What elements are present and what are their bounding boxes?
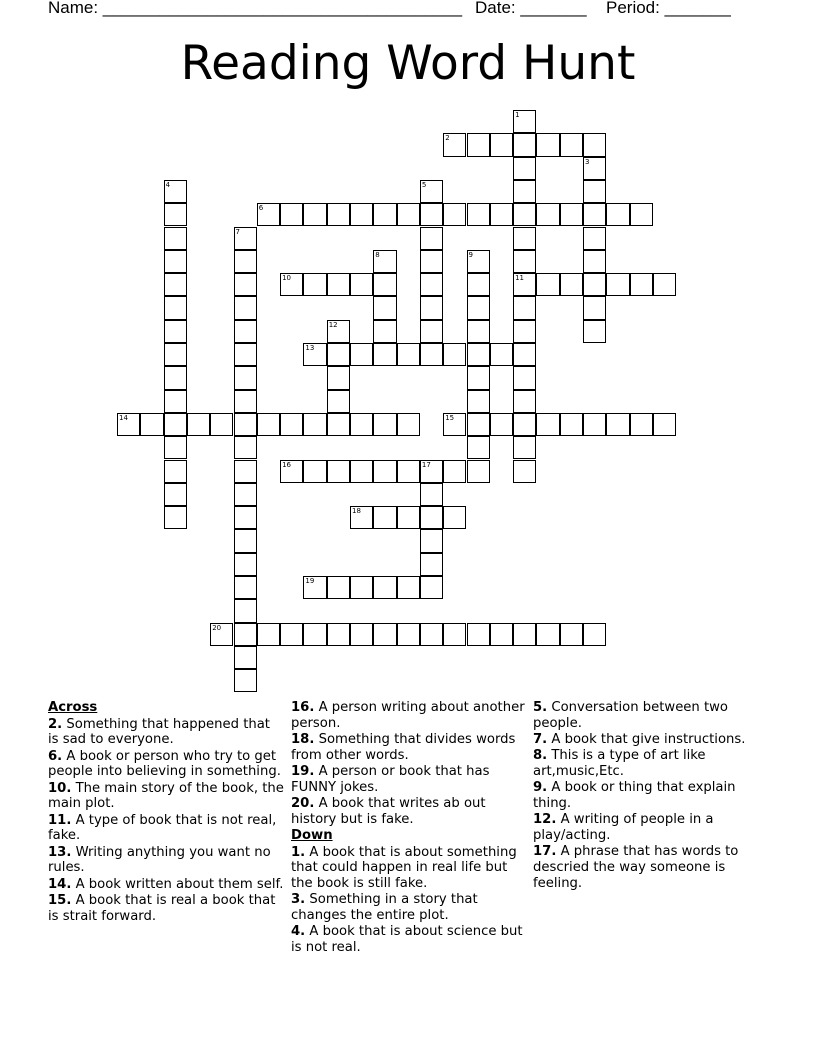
- grid-cell[interactable]: [303, 460, 326, 483]
- grid-cell[interactable]: [397, 576, 420, 599]
- grid-cell[interactable]: [443, 133, 466, 156]
- grid-cell[interactable]: [373, 203, 396, 226]
- grid-cell[interactable]: [257, 413, 280, 436]
- clue-text: A book or person who try to get people into believing in something.: [48, 748, 281, 780]
- grid-cell[interactable]: [420, 529, 443, 552]
- grid-cell[interactable]: [327, 460, 350, 483]
- grid-cell[interactable]: [583, 273, 606, 296]
- clue-down-17: [533, 844, 769, 891]
- grid-cell[interactable]: [373, 506, 396, 529]
- grid-cell[interactable]: [513, 366, 536, 389]
- grid-cell[interactable]: [350, 413, 373, 436]
- grid-cell[interactable]: [397, 203, 420, 226]
- grid-cell[interactable]: [234, 390, 257, 413]
- grid-cell[interactable]: [583, 623, 606, 646]
- grid-cell[interactable]: [467, 413, 490, 436]
- grid-cell[interactable]: [164, 320, 187, 343]
- grid-cell[interactable]: [303, 413, 326, 436]
- grid-cell[interactable]: [420, 460, 443, 483]
- clue-across-19: [291, 764, 527, 795]
- grid-cell[interactable]: [164, 390, 187, 413]
- page-title: Reading Word Hunt: [180, 36, 636, 91]
- grid-cell[interactable]: [513, 460, 536, 483]
- cell-number: 10: [282, 274, 292, 283]
- grid-cell[interactable]: [420, 296, 443, 319]
- grid-cell[interactable]: [630, 273, 653, 296]
- grid-cell[interactable]: [536, 623, 559, 646]
- clue-down-9: [533, 780, 769, 811]
- grid-cell[interactable]: [420, 320, 443, 343]
- grid-cell[interactable]: [373, 320, 396, 343]
- grid-cell[interactable]: [373, 460, 396, 483]
- grid-cell[interactable]: [490, 133, 513, 156]
- clue-number: 19.: [291, 763, 315, 779]
- grid-cell[interactable]: [536, 133, 559, 156]
- grid-cell[interactable]: [327, 203, 350, 226]
- grid-cell[interactable]: [350, 506, 373, 529]
- grid-cell[interactable]: [606, 413, 629, 436]
- clue-across-15: [48, 893, 284, 924]
- grid-cell[interactable]: [560, 203, 583, 226]
- cell-number: 15: [445, 413, 455, 422]
- grid-cell[interactable]: [164, 180, 187, 203]
- grid-cell[interactable]: [234, 250, 257, 273]
- grid-cell[interactable]: [303, 203, 326, 226]
- clue-number: 8.: [533, 748, 548, 764]
- clue-number: 12.: [533, 812, 557, 828]
- grid-cell[interactable]: [373, 413, 396, 436]
- grid-cell[interactable]: [536, 413, 559, 436]
- grid-cell[interactable]: [467, 436, 490, 459]
- grid-cell[interactable]: [467, 133, 490, 156]
- grid-cell[interactable]: [234, 273, 257, 296]
- grid-cell[interactable]: [443, 506, 466, 529]
- grid-cell[interactable]: [373, 296, 396, 319]
- grid-cell[interactable]: [420, 250, 443, 273]
- grid-cell[interactable]: [280, 623, 303, 646]
- grid-cell[interactable]: [606, 273, 629, 296]
- grid-cell[interactable]: [630, 203, 653, 226]
- grid-cell[interactable]: [420, 343, 443, 366]
- clue-text: Conversation between two people.: [533, 700, 729, 731]
- cell-number: 5: [421, 180, 427, 189]
- grid-cell[interactable]: [257, 203, 280, 226]
- cell-number: 12: [328, 320, 338, 329]
- grid-cell[interactable]: [234, 343, 257, 366]
- grid-cell[interactable]: [327, 576, 350, 599]
- grid-cell[interactable]: [490, 343, 513, 366]
- clue-text: A writing of people in a play/acting.: [533, 812, 714, 843]
- grid-cell[interactable]: [234, 413, 257, 436]
- clues-column-2: [291, 700, 527, 956]
- cell-number: 8: [375, 250, 380, 259]
- clue-across-2: [48, 717, 284, 748]
- cell-number: 19: [305, 577, 315, 585]
- grid-cell[interactable]: [443, 623, 466, 646]
- grid-cell[interactable]: [280, 460, 303, 483]
- grid-cell[interactable]: [420, 623, 443, 646]
- grid-cell[interactable]: [513, 436, 536, 459]
- cell-number: 17: [421, 460, 431, 469]
- grid-cell[interactable]: [443, 343, 466, 366]
- clue-text: A person or book that has FUNNY jokes.: [291, 763, 490, 795]
- grid-cell[interactable]: [327, 623, 350, 646]
- clue-number: 6.: [48, 748, 63, 764]
- clue-number: 20.: [291, 795, 315, 811]
- clue-number: 9.: [533, 780, 548, 796]
- grid-cell[interactable]: [327, 413, 350, 436]
- grid-cell[interactable]: [467, 273, 490, 296]
- grid-cell[interactable]: [303, 343, 326, 366]
- cell-number: 16: [282, 460, 292, 469]
- grid-cell[interactable]: [117, 413, 140, 436]
- clue-text: Something in a story that changes the entire plot.: [291, 892, 478, 923]
- clues-column-1: [48, 700, 284, 925]
- grid-cell[interactable]: [467, 366, 490, 389]
- grid-cell[interactable]: [350, 623, 373, 646]
- grid-cell[interactable]: [536, 273, 559, 296]
- clue-number: 18.: [291, 731, 315, 747]
- clue-text: A book that is about science but is not real.: [291, 924, 523, 955]
- grid-cell[interactable]: [210, 623, 233, 646]
- grid-cell[interactable]: [234, 506, 257, 529]
- grid-cell[interactable]: [234, 436, 257, 459]
- grid-cell[interactable]: [164, 250, 187, 273]
- grid-cell[interactable]: [653, 273, 676, 296]
- cell-number: 9: [468, 250, 473, 259]
- grid-cell[interactable]: [583, 180, 606, 203]
- clue-text: This is a type of art like art,music,Etc.: [533, 748, 706, 779]
- grid-cell[interactable]: [234, 460, 257, 483]
- grid-cell[interactable]: [420, 483, 443, 506]
- clue-across-13: [48, 845, 284, 876]
- clue-down-4: [291, 924, 527, 955]
- grid-cell[interactable]: [513, 110, 536, 133]
- clue-text: A phrase that has words to descried the way someone is feeling.: [533, 844, 739, 891]
- clue-down-5: [533, 700, 769, 731]
- clue-number: 1.: [291, 844, 306, 860]
- grid-cell[interactable]: [513, 227, 536, 250]
- clue-across-6: [48, 749, 284, 780]
- grid-cell[interactable]: [490, 413, 513, 436]
- clue-text: Something that happened that is sad to everyone.: [48, 716, 270, 748]
- grid-cell[interactable]: [164, 203, 187, 226]
- grid-cell[interactable]: [164, 366, 187, 389]
- grid-cell[interactable]: [560, 413, 583, 436]
- grid-cell[interactable]: [583, 250, 606, 273]
- grid-cell[interactable]: [630, 413, 653, 436]
- clue-text: A book or thing that explain thing.: [533, 780, 736, 811]
- clue-number: 15.: [48, 892, 72, 908]
- period-field-label[interactable]: Period: _______: [606, 0, 731, 17]
- grid-cell[interactable]: [513, 133, 536, 156]
- grid-cell[interactable]: [560, 273, 583, 296]
- grid-cell[interactable]: [420, 203, 443, 226]
- grid-cell[interactable]: [583, 413, 606, 436]
- grid-cell[interactable]: [280, 273, 303, 296]
- clue-number: 3.: [291, 892, 306, 908]
- grid-cell[interactable]: [513, 390, 536, 413]
- clue-across-11: [48, 813, 284, 844]
- grid-cell[interactable]: [420, 180, 443, 203]
- grid-cell[interactable]: [164, 413, 187, 436]
- grid-cell[interactable]: [234, 599, 257, 622]
- grid-cell[interactable]: [234, 576, 257, 599]
- clue-text: A book that writes ab out history but is fake.: [291, 795, 486, 827]
- grid-cell[interactable]: [397, 506, 420, 529]
- cell-number: 2: [445, 134, 450, 143]
- grid-cell[interactable]: [397, 343, 420, 366]
- grid-cell[interactable]: [234, 623, 257, 646]
- grid-cell[interactable]: [583, 227, 606, 250]
- grid-cell[interactable]: [653, 413, 676, 436]
- grid-cell[interactable]: [327, 390, 350, 413]
- grid-cell[interactable]: [350, 343, 373, 366]
- clue-number: 4.: [291, 924, 306, 940]
- grid-cell[interactable]: [420, 227, 443, 250]
- name-field-label[interactable]: Name: ______________________________________: [48, 0, 463, 17]
- clue-text: Writing anything you want no rules.: [48, 844, 271, 876]
- grid-cell[interactable]: [467, 460, 490, 483]
- down-heading: Down: [291, 827, 333, 843]
- grid-cell[interactable]: [397, 623, 420, 646]
- clue-number: 10.: [48, 780, 72, 796]
- grid-cell[interactable]: [420, 506, 443, 529]
- clue-text: Something that divides words from other words.: [291, 731, 516, 763]
- clue-across-20: [291, 796, 527, 827]
- grid-cell[interactable]: [467, 296, 490, 319]
- clue-text: The main story of the book, the main plot.: [48, 780, 284, 812]
- clue-across-18: [291, 732, 527, 763]
- grid-cell[interactable]: [583, 157, 606, 180]
- grid-cell[interactable]: [467, 623, 490, 646]
- grid-cell[interactable]: [513, 250, 536, 273]
- grid-cell[interactable]: [234, 366, 257, 389]
- grid-cell[interactable]: [560, 623, 583, 646]
- grid-cell[interactable]: [490, 203, 513, 226]
- grid-cell[interactable]: [373, 623, 396, 646]
- clue-down-3: [291, 892, 527, 923]
- clue-text: A book that is about something that could happen in real life but the book is still fake.: [291, 844, 517, 891]
- grid-cell[interactable]: [467, 390, 490, 413]
- clue-number: 13.: [48, 844, 72, 860]
- cell-number: 11: [515, 274, 525, 283]
- grid-cell[interactable]: [234, 669, 257, 692]
- grid-cell[interactable]: [513, 296, 536, 319]
- cell-number: 13: [305, 344, 315, 352]
- grid-cell[interactable]: [164, 227, 187, 250]
- grid-cell[interactable]: [303, 273, 326, 296]
- date-field-label[interactable]: Date: _______: [475, 0, 587, 17]
- cell-number: 20: [212, 623, 222, 632]
- grid-cell[interactable]: [140, 413, 163, 436]
- cell-number: 1: [515, 111, 520, 119]
- grid-cell[interactable]: [513, 273, 536, 296]
- clue-down-8: [533, 748, 769, 779]
- grid-cell[interactable]: [164, 483, 187, 506]
- clue-text: A type of book that is not real, fake.: [48, 812, 277, 844]
- grid-cell[interactable]: [583, 296, 606, 319]
- grid-cell[interactable]: [164, 296, 187, 319]
- grid-cell[interactable]: [443, 203, 466, 226]
- grid-cell[interactable]: [164, 273, 187, 296]
- grid-cell[interactable]: [467, 343, 490, 366]
- grid-cell[interactable]: [350, 273, 373, 296]
- grid-cell[interactable]: [327, 320, 350, 343]
- grid-cell[interactable]: [280, 413, 303, 436]
- grid-cell[interactable]: [234, 296, 257, 319]
- grid-cell[interactable]: [490, 623, 513, 646]
- grid-cell[interactable]: [280, 203, 303, 226]
- grid-cell[interactable]: [583, 320, 606, 343]
- grid-cell[interactable]: [210, 413, 233, 436]
- clue-down-7: [533, 732, 769, 748]
- grid-cell[interactable]: [164, 436, 187, 459]
- grid-cell[interactable]: [373, 343, 396, 366]
- grid-cell[interactable]: [513, 203, 536, 226]
- grid-cell[interactable]: [513, 157, 536, 180]
- cell-number: 7: [235, 227, 240, 236]
- grid-cell[interactable]: [164, 506, 187, 529]
- clues-column-3: [533, 700, 769, 892]
- grid-cell[interactable]: [327, 273, 350, 296]
- grid-cell[interactable]: [234, 227, 257, 250]
- grid-cell[interactable]: [373, 250, 396, 273]
- cell-number: 14: [119, 413, 128, 422]
- grid-cell[interactable]: [513, 180, 536, 203]
- grid-cell[interactable]: [536, 203, 559, 226]
- clue-number: 14.: [48, 876, 72, 892]
- clue-number: 16.: [291, 700, 315, 715]
- clue-text: A book that is real a book that is strait forward.: [48, 892, 276, 924]
- grid-cell[interactable]: [164, 343, 187, 366]
- grid-cell[interactable]: [234, 483, 257, 506]
- grid-cell[interactable]: [350, 203, 373, 226]
- grid-cell[interactable]: [513, 623, 536, 646]
- grid-cell[interactable]: [327, 343, 350, 366]
- grid-cell[interactable]: [373, 273, 396, 296]
- grid-cell[interactable]: [303, 576, 326, 599]
- grid-cell[interactable]: [467, 250, 490, 273]
- grid-cell[interactable]: [443, 460, 466, 483]
- clue-number: 17.: [533, 844, 557, 860]
- grid-cell[interactable]: [164, 460, 187, 483]
- cell-number: 4: [165, 180, 171, 189]
- cell-number: 6: [258, 204, 264, 213]
- clue-number: 7.: [533, 731, 548, 747]
- clue-text: A person writing about another person.: [291, 700, 525, 731]
- grid-cell[interactable]: [234, 553, 257, 576]
- clue-across-10: [48, 781, 284, 812]
- grid-cell[interactable]: [350, 576, 373, 599]
- grid-cell[interactable]: [234, 646, 257, 669]
- clue-down-1: [291, 845, 527, 892]
- clue-number: 11.: [48, 812, 72, 828]
- clue-text: A book that give instructions.: [547, 731, 746, 747]
- clue-across-16: [291, 700, 527, 731]
- grid-cell[interactable]: [327, 366, 350, 389]
- grid-cell[interactable]: [467, 203, 490, 226]
- cell-number: 3: [585, 157, 590, 166]
- cell-number: 18: [352, 507, 361, 516]
- grid-cell[interactable]: [443, 413, 466, 436]
- grid-cell[interactable]: [303, 623, 326, 646]
- grid-cell[interactable]: [467, 320, 490, 343]
- grid-cell[interactable]: [420, 553, 443, 576]
- grid-cell[interactable]: [420, 273, 443, 296]
- grid-cell[interactable]: [513, 343, 536, 366]
- grid-cell[interactable]: [257, 623, 280, 646]
- grid-cell[interactable]: [513, 413, 536, 436]
- grid-cell[interactable]: [420, 576, 443, 599]
- clue-number: 5.: [533, 700, 548, 715]
- grid-cell[interactable]: [583, 133, 606, 156]
- clue-text: A book written about them self.: [71, 876, 284, 892]
- grid-cell[interactable]: [513, 320, 536, 343]
- grid-cell[interactable]: [234, 320, 257, 343]
- grid-cell[interactable]: [187, 413, 210, 436]
- grid-cell[interactable]: [397, 460, 420, 483]
- grid-cell[interactable]: [397, 413, 420, 436]
- clue-across-14: [48, 877, 284, 893]
- grid-cell[interactable]: [606, 203, 629, 226]
- across-heading: Across: [48, 700, 98, 715]
- grid-cell[interactable]: [373, 576, 396, 599]
- grid-cell[interactable]: [234, 529, 257, 552]
- grid-cell[interactable]: [583, 203, 606, 226]
- grid-cell[interactable]: [560, 133, 583, 156]
- clue-number: 2.: [48, 716, 63, 732]
- grid-cell[interactable]: [350, 460, 373, 483]
- clue-down-12: [533, 812, 769, 843]
